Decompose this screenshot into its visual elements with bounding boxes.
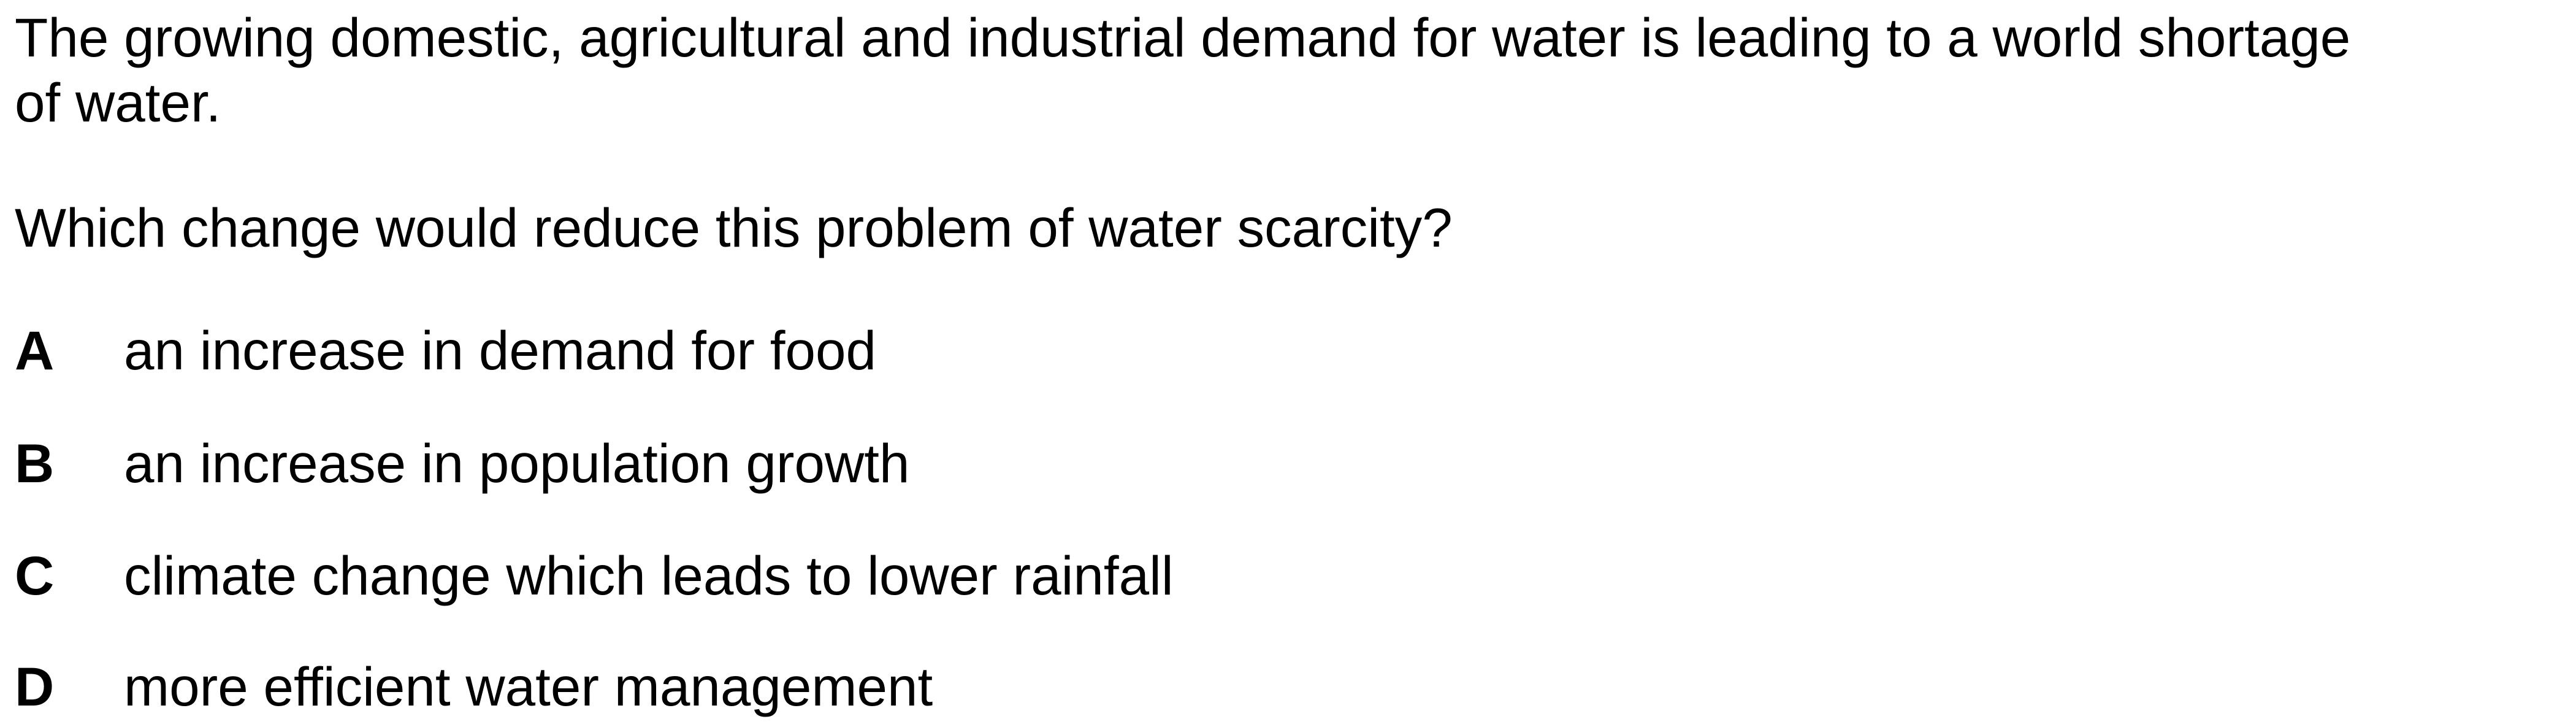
option-text-b: an increase in population growth [124, 433, 910, 494]
stem-line-1: The growing domestic, agricultural and industrial demand for water is leading to a world shortage [15, 7, 2351, 68]
question-stem [15, 5, 2467, 135]
option-letter-c: C [15, 545, 55, 606]
option-text-a: an increase in demand for food [124, 320, 877, 381]
option-letter-b: B [15, 433, 55, 494]
option-text-c: climate change which leads to lower rainfall [124, 545, 1174, 606]
question-prompt: Which change would reduce this problem of water scarcity? [15, 197, 1453, 258]
option-letter-a: A [15, 320, 55, 381]
option-text-d: more efficient water management [124, 656, 933, 717]
option-letter-d: D [15, 656, 55, 717]
stem-line-2: of water. [15, 72, 221, 133]
